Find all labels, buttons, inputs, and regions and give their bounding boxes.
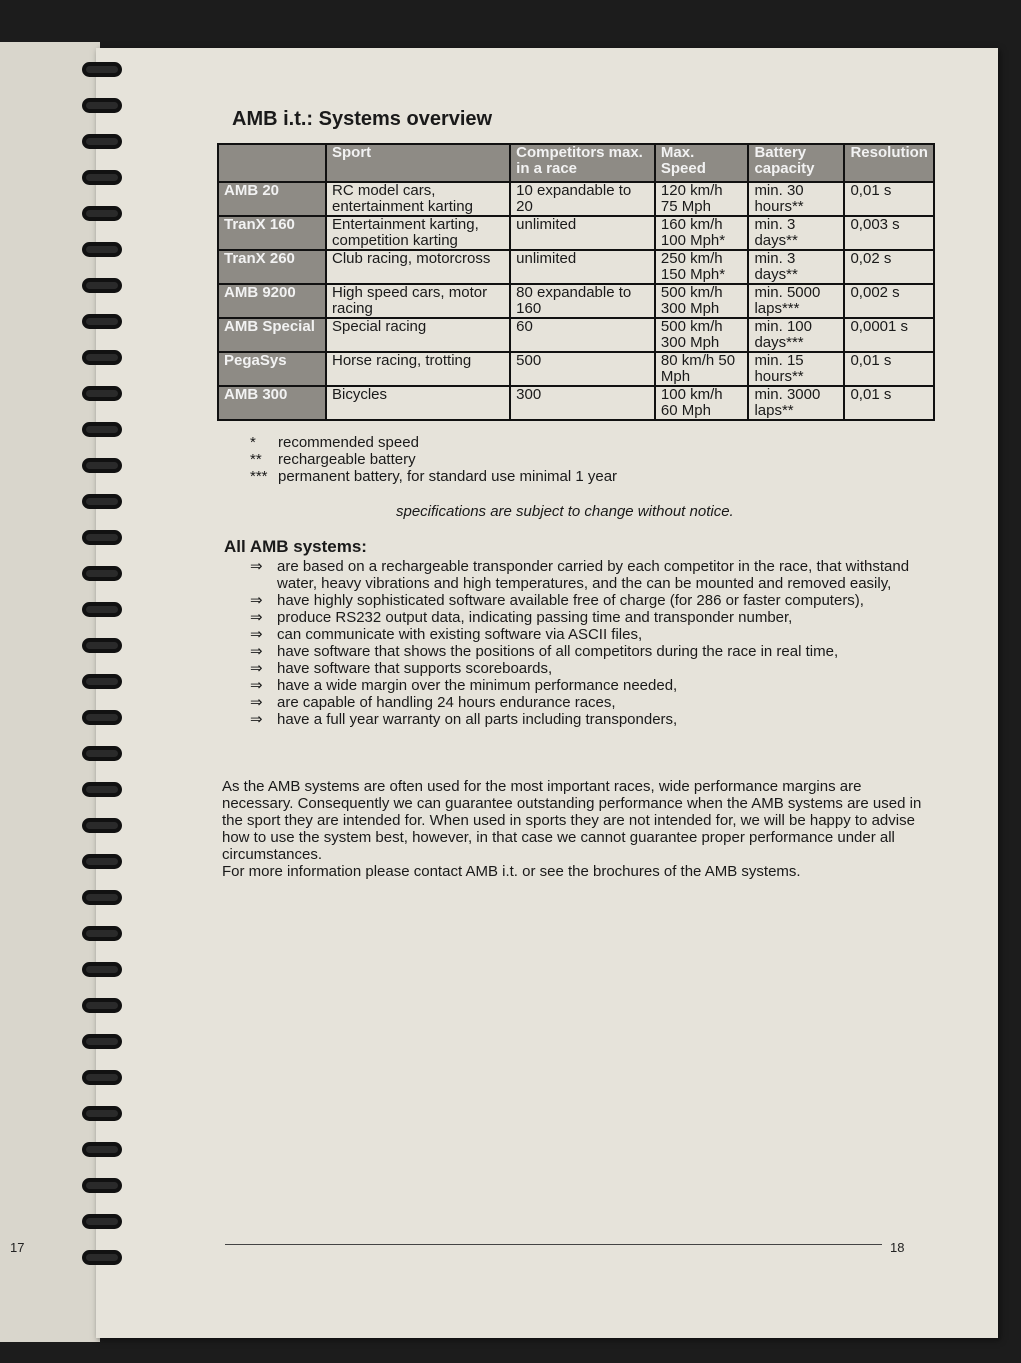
page-number-left: 17 — [10, 1240, 25, 1255]
binding-coil — [82, 314, 122, 329]
binding-coil — [82, 1214, 122, 1229]
binding-coil — [82, 818, 122, 833]
arrow-icon: ⇒ — [250, 592, 263, 609]
header-cell — [218, 144, 326, 182]
arrow-icon: ⇒ — [250, 643, 263, 660]
systems-table — [217, 143, 935, 421]
footnote — [250, 468, 617, 485]
footnote-text: recommended speed — [278, 434, 419, 451]
footnote-mark: ** — [250, 451, 262, 468]
header-cell: Competitors max. in a race — [510, 144, 655, 182]
header-cell: Sport — [326, 144, 510, 182]
table-row — [218, 182, 934, 216]
binding-coil — [82, 998, 122, 1013]
header-cell: Resolution — [844, 144, 934, 182]
list-item — [250, 660, 920, 677]
binding-coil — [82, 458, 122, 473]
page-number-right: 18 — [890, 1240, 905, 1255]
list-item-text: have a full year warranty on all parts including transponders, — [277, 711, 678, 728]
cell-resolution: 0,01 s — [844, 386, 934, 420]
footnote-text: rechargeable battery — [278, 451, 416, 468]
cell-sport: Special racing — [326, 318, 510, 352]
footnote — [250, 434, 617, 451]
cell-competitors: 80 expandable to 160 — [510, 284, 655, 318]
body-paragraph — [222, 778, 922, 880]
table-row — [218, 386, 934, 420]
binding-coil — [82, 602, 122, 617]
cell-competitors: 10 expandable to 20 — [510, 182, 655, 216]
cell-speed: 500 km/h 300 Mph — [655, 318, 749, 352]
binding-coil — [82, 62, 122, 77]
cell-speed: 80 km/h 50 Mph — [655, 352, 749, 386]
cell-resolution: 0,01 s — [844, 182, 934, 216]
binding-coil — [82, 98, 122, 113]
binding-coil — [82, 1070, 122, 1085]
binding-coil — [82, 1034, 122, 1049]
binding-coil — [82, 746, 122, 761]
binding-coil — [82, 530, 122, 545]
arrow-icon: ⇒ — [250, 660, 263, 677]
cell-battery: min. 15 hours** — [748, 352, 844, 386]
cell-speed: 100 km/h 60 Mph — [655, 386, 749, 420]
binding-coil — [82, 674, 122, 689]
spiral-binding — [82, 62, 130, 1292]
binding-coil — [82, 1178, 122, 1193]
cell-sport: Entertainment karting, competition karting — [326, 216, 510, 250]
cell-speed: 160 km/h 100 Mph* — [655, 216, 749, 250]
list-item — [250, 694, 920, 711]
footnote-text: permanent battery, for standard use minimal 1 year — [278, 468, 618, 485]
list-item — [250, 626, 920, 643]
binding-coil — [82, 1250, 122, 1265]
binding-coil — [82, 350, 122, 365]
cell-sport: Bicycles — [326, 386, 510, 420]
binding-coil — [82, 422, 122, 437]
cell-speed: 120 km/h 75 Mph — [655, 182, 749, 216]
list-item — [250, 558, 920, 592]
cell-competitors: 500 — [510, 352, 655, 386]
binding-coil — [82, 242, 122, 257]
cell-name: AMB 20 — [218, 182, 326, 216]
list-item — [250, 677, 920, 694]
list-item-text: have software that supports scoreboards, — [277, 660, 553, 677]
header-cell: Battery capacity — [748, 144, 844, 182]
list-item-text: have highly sophisticated software available free of charge (for 286 or faster computers), — [277, 592, 864, 609]
binding-coil — [82, 134, 122, 149]
arrow-icon: ⇒ — [250, 626, 263, 643]
cell-name: AMB 300 — [218, 386, 326, 420]
arrow-icon: ⇒ — [250, 558, 263, 575]
footnote-mark: * — [250, 434, 256, 451]
cell-battery: min. 3 days** — [748, 250, 844, 284]
list-item — [250, 711, 920, 728]
binding-coil — [82, 782, 122, 797]
binding-coil — [82, 638, 122, 653]
binding-coil — [82, 710, 122, 725]
cell-speed: 500 km/h 300 Mph — [655, 284, 749, 318]
table-row — [218, 216, 934, 250]
header-cell: Max. Speed — [655, 144, 749, 182]
paragraph-text: As the AMB systems are often used for the most important races, wide performance margins are necessary. Consequently we can guarantee outstanding performance when the AMB systems are used in the sport they are intended for. When used in sports they are not intended for, we will be happy to advise how to use the system best, however, in that case we cannot guarantee proper performance under all circumstances. — [222, 778, 922, 863]
binding-coil — [82, 854, 122, 869]
cell-battery: min. 3000 laps** — [748, 386, 844, 420]
list-item-text: are based on a rechargeable transponder carried by each competitor in the race, that withstand water, heavy vibrations and high temperatures, and the can be mounted and removed easily, — [277, 558, 910, 592]
cell-battery: min. 3 days** — [748, 216, 844, 250]
cell-name: AMB 9200 — [218, 284, 326, 318]
list-item — [250, 609, 920, 626]
cell-competitors: unlimited — [510, 250, 655, 284]
cell-name: PegaSys — [218, 352, 326, 386]
cell-resolution: 0,02 s — [844, 250, 934, 284]
list-item-text: are capable of handling 24 hours endurance races, — [277, 694, 616, 711]
table-header-row — [218, 144, 934, 182]
footnote-mark: *** — [250, 468, 268, 485]
list-item — [250, 643, 920, 660]
page-title: AMB i.t.: Systems overview — [232, 108, 493, 130]
binding-coil — [82, 566, 122, 581]
binding-coil — [82, 1106, 122, 1121]
cell-resolution: 0,003 s — [844, 216, 934, 250]
footnotes — [250, 434, 617, 485]
binding-coil — [82, 206, 122, 221]
cell-sport: Club racing, motorcross — [326, 250, 510, 284]
binding-coil — [82, 170, 122, 185]
binding-coil — [82, 890, 122, 905]
list-item-text: can communicate with existing software via ASCII files, — [277, 626, 643, 643]
cell-resolution: 0,0001 s — [844, 318, 934, 352]
cell-battery: min. 30 hours** — [748, 182, 844, 216]
list-item — [250, 592, 920, 609]
list-item-text: produce RS232 output data, indicating passing time and transponder number, — [277, 609, 793, 626]
table-row — [218, 250, 934, 284]
arrow-icon: ⇒ — [250, 609, 263, 626]
table-row — [218, 318, 934, 352]
footer-rule — [225, 1244, 882, 1245]
cell-competitors: unlimited — [510, 216, 655, 250]
binding-coil — [82, 494, 122, 509]
cell-resolution: 0,01 s — [844, 352, 934, 386]
cell-resolution: 0,002 s — [844, 284, 934, 318]
binding-coil — [82, 962, 122, 977]
systems-feature-list — [250, 558, 920, 728]
cell-battery: min. 100 days*** — [748, 318, 844, 352]
table-row — [218, 284, 934, 318]
cell-name: AMB Special — [218, 318, 326, 352]
list-item-text: have a wide margin over the minimum performance needed, — [277, 677, 678, 694]
cell-name: TranX 260 — [218, 250, 326, 284]
systems-heading: All AMB systems: — [224, 537, 367, 556]
arrow-icon: ⇒ — [250, 711, 263, 728]
paragraph-text: For more information please contact AMB i.t. or see the brochures of the AMB systems. — [222, 863, 801, 880]
arrow-icon: ⇒ — [250, 694, 263, 711]
binding-coil — [82, 1142, 122, 1157]
cell-sport: RC model cars, entertainment karting — [326, 182, 510, 216]
table-row — [218, 352, 934, 386]
binding-coil — [82, 386, 122, 401]
cell-competitors: 300 — [510, 386, 655, 420]
cell-name: TranX 160 — [218, 216, 326, 250]
footnote — [250, 451, 617, 468]
list-item-text: have software that shows the positions of all competitors during the race in real time, — [277, 643, 839, 660]
disclaimer: specifications are subject to change without notice. — [396, 503, 734, 520]
cell-speed: 250 km/h 150 Mph* — [655, 250, 749, 284]
cell-sport: High speed cars, motor racing — [326, 284, 510, 318]
cell-sport: Horse racing, trotting — [326, 352, 510, 386]
binding-coil — [82, 926, 122, 941]
binding-coil — [82, 278, 122, 293]
arrow-icon: ⇒ — [250, 677, 263, 694]
cell-battery: min. 5000 laps*** — [748, 284, 844, 318]
cell-competitors: 60 — [510, 318, 655, 352]
